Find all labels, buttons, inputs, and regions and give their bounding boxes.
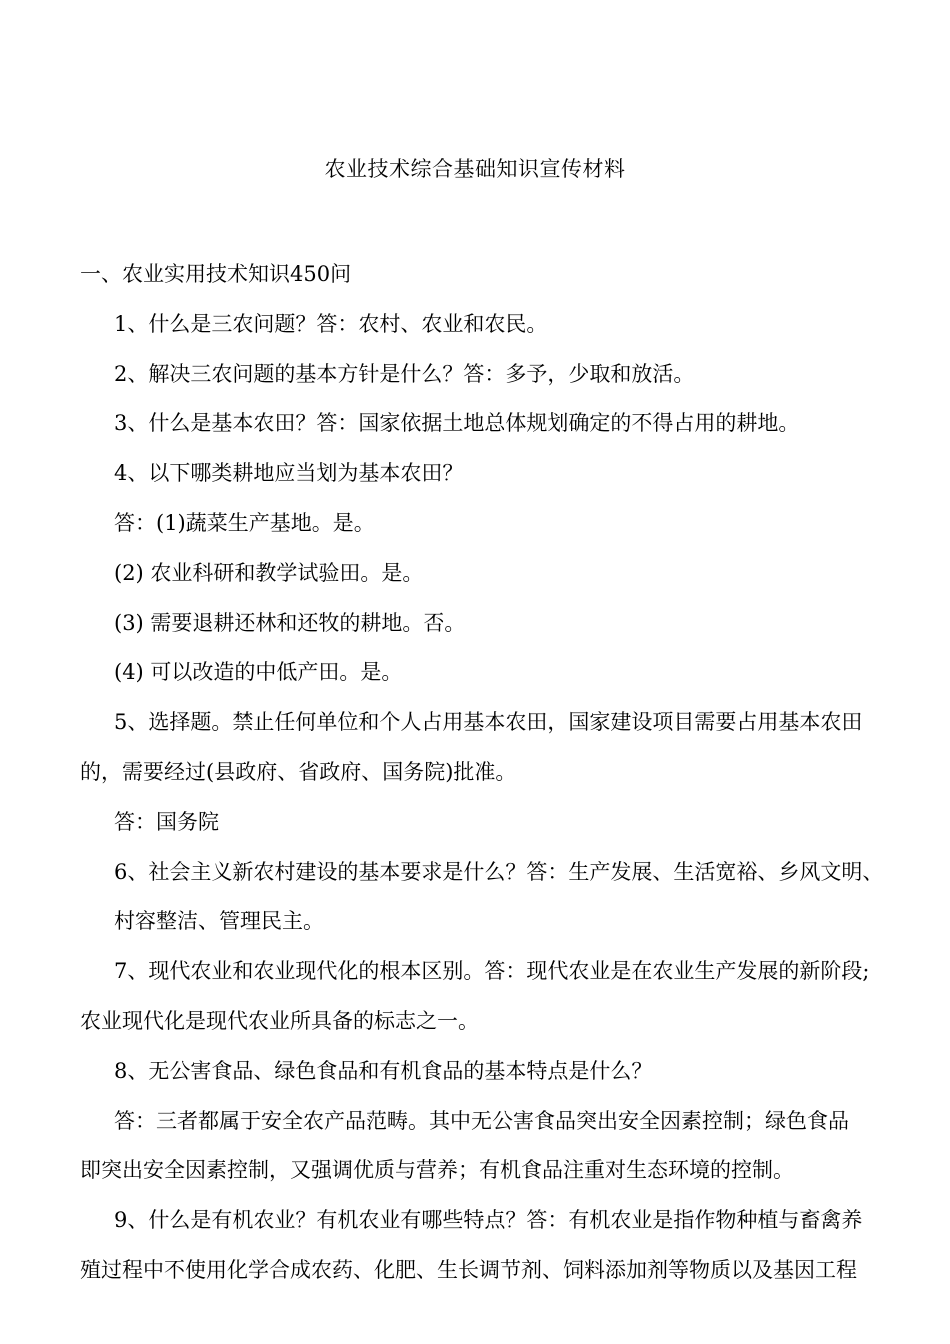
text-line: 4、以下哪类耕地应当划为基本农田？ <box>114 461 464 486</box>
text-line: (3) 需要退耕还林和还牧的耕地。否。 <box>114 610 466 635</box>
text-line: 一、农业实用技术知识450问 <box>80 262 352 286</box>
text-line: 村容整洁、管理民主。 <box>114 909 324 934</box>
text-line: 农业现代化是现代农业所具备的标志之一。 <box>80 1008 479 1033</box>
document-title: 农业技术综合基础知识宣传材料 <box>324 157 626 181</box>
text-line: (2) 农业科研和教学试验田。是。 <box>114 560 424 585</box>
text-line: 5、选择题。禁止任何单位和个人占用基本农田，国家建设项目需要占用基本农田 <box>114 710 863 735</box>
text-line: 6、社会主义新农村建设的基本要求是什么？答：生产发展、生活宽裕、乡风文明、 <box>114 859 884 884</box>
text-line: 7、现代农业和农业现代化的根本区别。答：现代农业是在农业生产发展的新阶段; <box>114 959 870 984</box>
text-line: 2、解决三农问题的基本方针是什么？答：多予，少取和放活。 <box>114 361 695 386</box>
text-line: 1、什么是三农问题？答：农村、农业和农民。 <box>114 311 548 336</box>
text-line: 3、什么是基本农田？答：国家依据土地总体规划确定的不得占用的耕地。 <box>114 411 800 436</box>
text-line: 的，需要经过(县政府、省政府、国务院)批准。 <box>80 759 517 784</box>
text-line: (4) 可以改造的中低产田。是。 <box>114 660 403 685</box>
document-body <box>80 250 920 1296</box>
text-line: 即突出安全因素控制，又强调优质与营养；有机食品注重对生态环境的控制。 <box>80 1158 794 1183</box>
text-line: 答：三者都属于安全农产品范畴。其中无公害食品突出安全因素控制；绿色食品 <box>114 1108 849 1133</box>
text-line: 8、无公害食品、绿色食品和有机食品的基本特点是什么？ <box>114 1058 653 1083</box>
text-line: 殖过程中不使用化学合成农药、化肥、生长调节剂、饲料添加剂等物质以及基因工程 <box>80 1257 857 1282</box>
text-line: 答：国务院 <box>114 809 219 834</box>
text-line: 答：(1)蔬菜生产基地。是。 <box>114 510 375 535</box>
text-line: 9、什么是有机农业？有机农业有哪些特点？答：有机农业是指作物种植与畜禽养 <box>114 1208 863 1233</box>
